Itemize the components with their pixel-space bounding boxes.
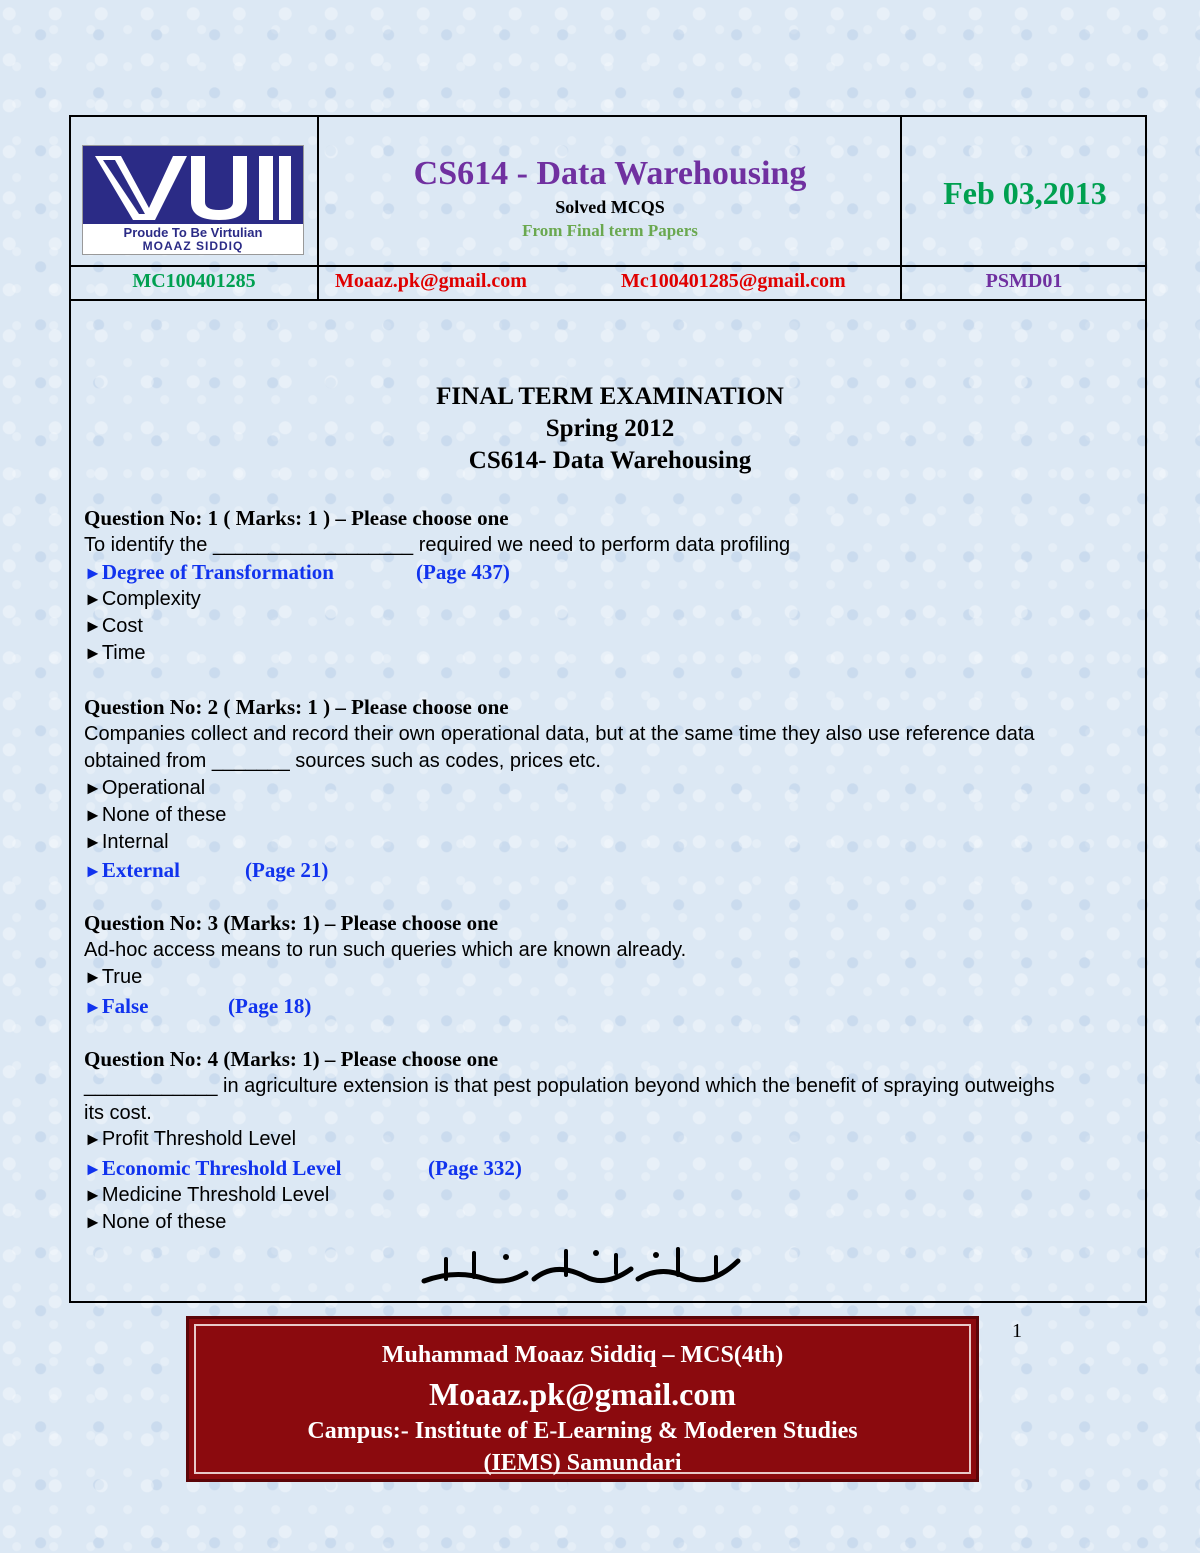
option (84, 777, 205, 800)
page-reference: (Page 21) (245, 858, 329, 882)
question-1-text: To identify the __________________ required we need to perform data profiling (84, 534, 791, 556)
divider (71, 265, 1145, 267)
logo-tagline: Proude To Be Virtulian (123, 225, 263, 240)
option (84, 588, 201, 611)
option-label: Degree of Transformation (101, 560, 334, 584)
email-link-2[interactable]: Mc100401285@gmail.com (621, 270, 846, 292)
vu-letters-icon (83, 146, 303, 224)
arrow-icon: ► (84, 997, 102, 1017)
arrow-icon: ► (84, 643, 102, 663)
option-correct (84, 560, 334, 585)
arrow-icon: ► (84, 589, 102, 609)
footer-border (194, 1324, 971, 1474)
option (84, 1211, 226, 1234)
arrow-icon: ► (84, 1212, 102, 1232)
header-table (69, 115, 1147, 301)
arrow-icon: ► (84, 616, 102, 636)
urdu-calligraphy-icon (416, 1239, 746, 1291)
page-number: 1 (1012, 1320, 1022, 1342)
option-label: True (101, 966, 143, 988)
option-label: Complexity (101, 588, 201, 610)
subtitle: Solved MCQS (555, 197, 665, 217)
logo-name: MOAAZ SIDDIQ (142, 239, 244, 253)
vu-logo-mark (83, 146, 303, 224)
option-correct (84, 858, 180, 883)
question-4-heading: Question No: 4 (Marks: 1) – Please choose one (84, 1047, 499, 1071)
option-label: False (101, 994, 149, 1018)
arrow-icon: ► (84, 1159, 102, 1179)
option (84, 615, 143, 638)
student-id: MC100401285 (132, 270, 256, 292)
question-2-text: Companies collect and record their own operational data, but at the same time they also use reference data (84, 723, 1035, 745)
option-label: None of these (101, 804, 227, 826)
option (84, 804, 226, 827)
option-label: Economic Threshold Level (101, 1156, 342, 1180)
option-label: Operational (101, 777, 206, 799)
page-reference: (Page 437) (416, 560, 510, 584)
option (84, 1128, 296, 1151)
question-4-text: its cost. (84, 1102, 152, 1124)
option-correct (84, 1156, 341, 1181)
arrow-icon: ► (84, 1185, 102, 1205)
author-email[interactable]: Moaaz.pk@gmail.com (428, 1376, 737, 1412)
question-3-heading: Question No: 3 (Marks: 1) – Please choose one (84, 911, 499, 935)
course-title: CS614 - Data Warehousing (413, 155, 807, 192)
option-label: External (101, 858, 180, 882)
arrow-icon: ► (84, 1129, 102, 1149)
question-3-text: Ad-hoc access means to run such queries which are known already. (84, 939, 687, 961)
exam-term: Spring 2012 (545, 415, 675, 442)
option (84, 642, 146, 665)
campus-line: (IEMS) Samundari (483, 1450, 682, 1476)
question-4-text: ____________ in agriculture extension is that pest population beyond which the benefit of spraying outweighs (84, 1075, 1055, 1097)
question-2-text: obtained from _______ sources such as codes, prices etc. (84, 750, 601, 772)
page-reference: (Page 332) (428, 1156, 522, 1180)
question-2-heading: Question No: 2 ( Marks: 1 ) – Please choose one (84, 695, 509, 719)
option-label: Profit Threshold Level (101, 1128, 297, 1150)
author-footer (186, 1316, 979, 1482)
code-label: PSMD01 (985, 270, 1063, 292)
vu-logo (82, 145, 304, 255)
arrow-icon: ► (84, 967, 102, 987)
option-label: Cost (101, 615, 143, 637)
email-link-1[interactable]: Moaaz.pk@gmail.com (335, 270, 527, 292)
exam-body (69, 299, 1147, 1303)
arrow-icon: ► (84, 778, 102, 798)
option-correct (84, 994, 148, 1019)
campus-line: Campus:- Institute of E-Learning & Moderen Studies (307, 1418, 858, 1444)
date: Feb 03,2013 (943, 175, 1107, 211)
arrow-icon: ► (84, 563, 102, 583)
exam-course: CS614- Data Warehousing (468, 447, 752, 474)
option-label: None of these (101, 1211, 227, 1233)
option-label: Medicine Threshold Level (101, 1184, 330, 1206)
option (84, 966, 142, 989)
option-label: Time (101, 642, 146, 664)
option (84, 831, 169, 854)
author-name: Muhammad Moaaz Siddiq – MCS(4th) (381, 1342, 784, 1368)
source-note: From Final term Papers (522, 221, 698, 240)
arrow-icon: ► (84, 832, 102, 852)
question-1-heading: Question No: 1 ( Marks: 1 ) – Please choose one (84, 506, 509, 530)
arrow-icon: ► (84, 805, 102, 825)
page-reference: (Page 18) (228, 994, 312, 1018)
arrow-icon: ► (84, 861, 102, 881)
exam-title: FINAL TERM EXAMINATION (436, 383, 784, 410)
option (84, 1184, 329, 1207)
option-label: Internal (101, 831, 169, 853)
